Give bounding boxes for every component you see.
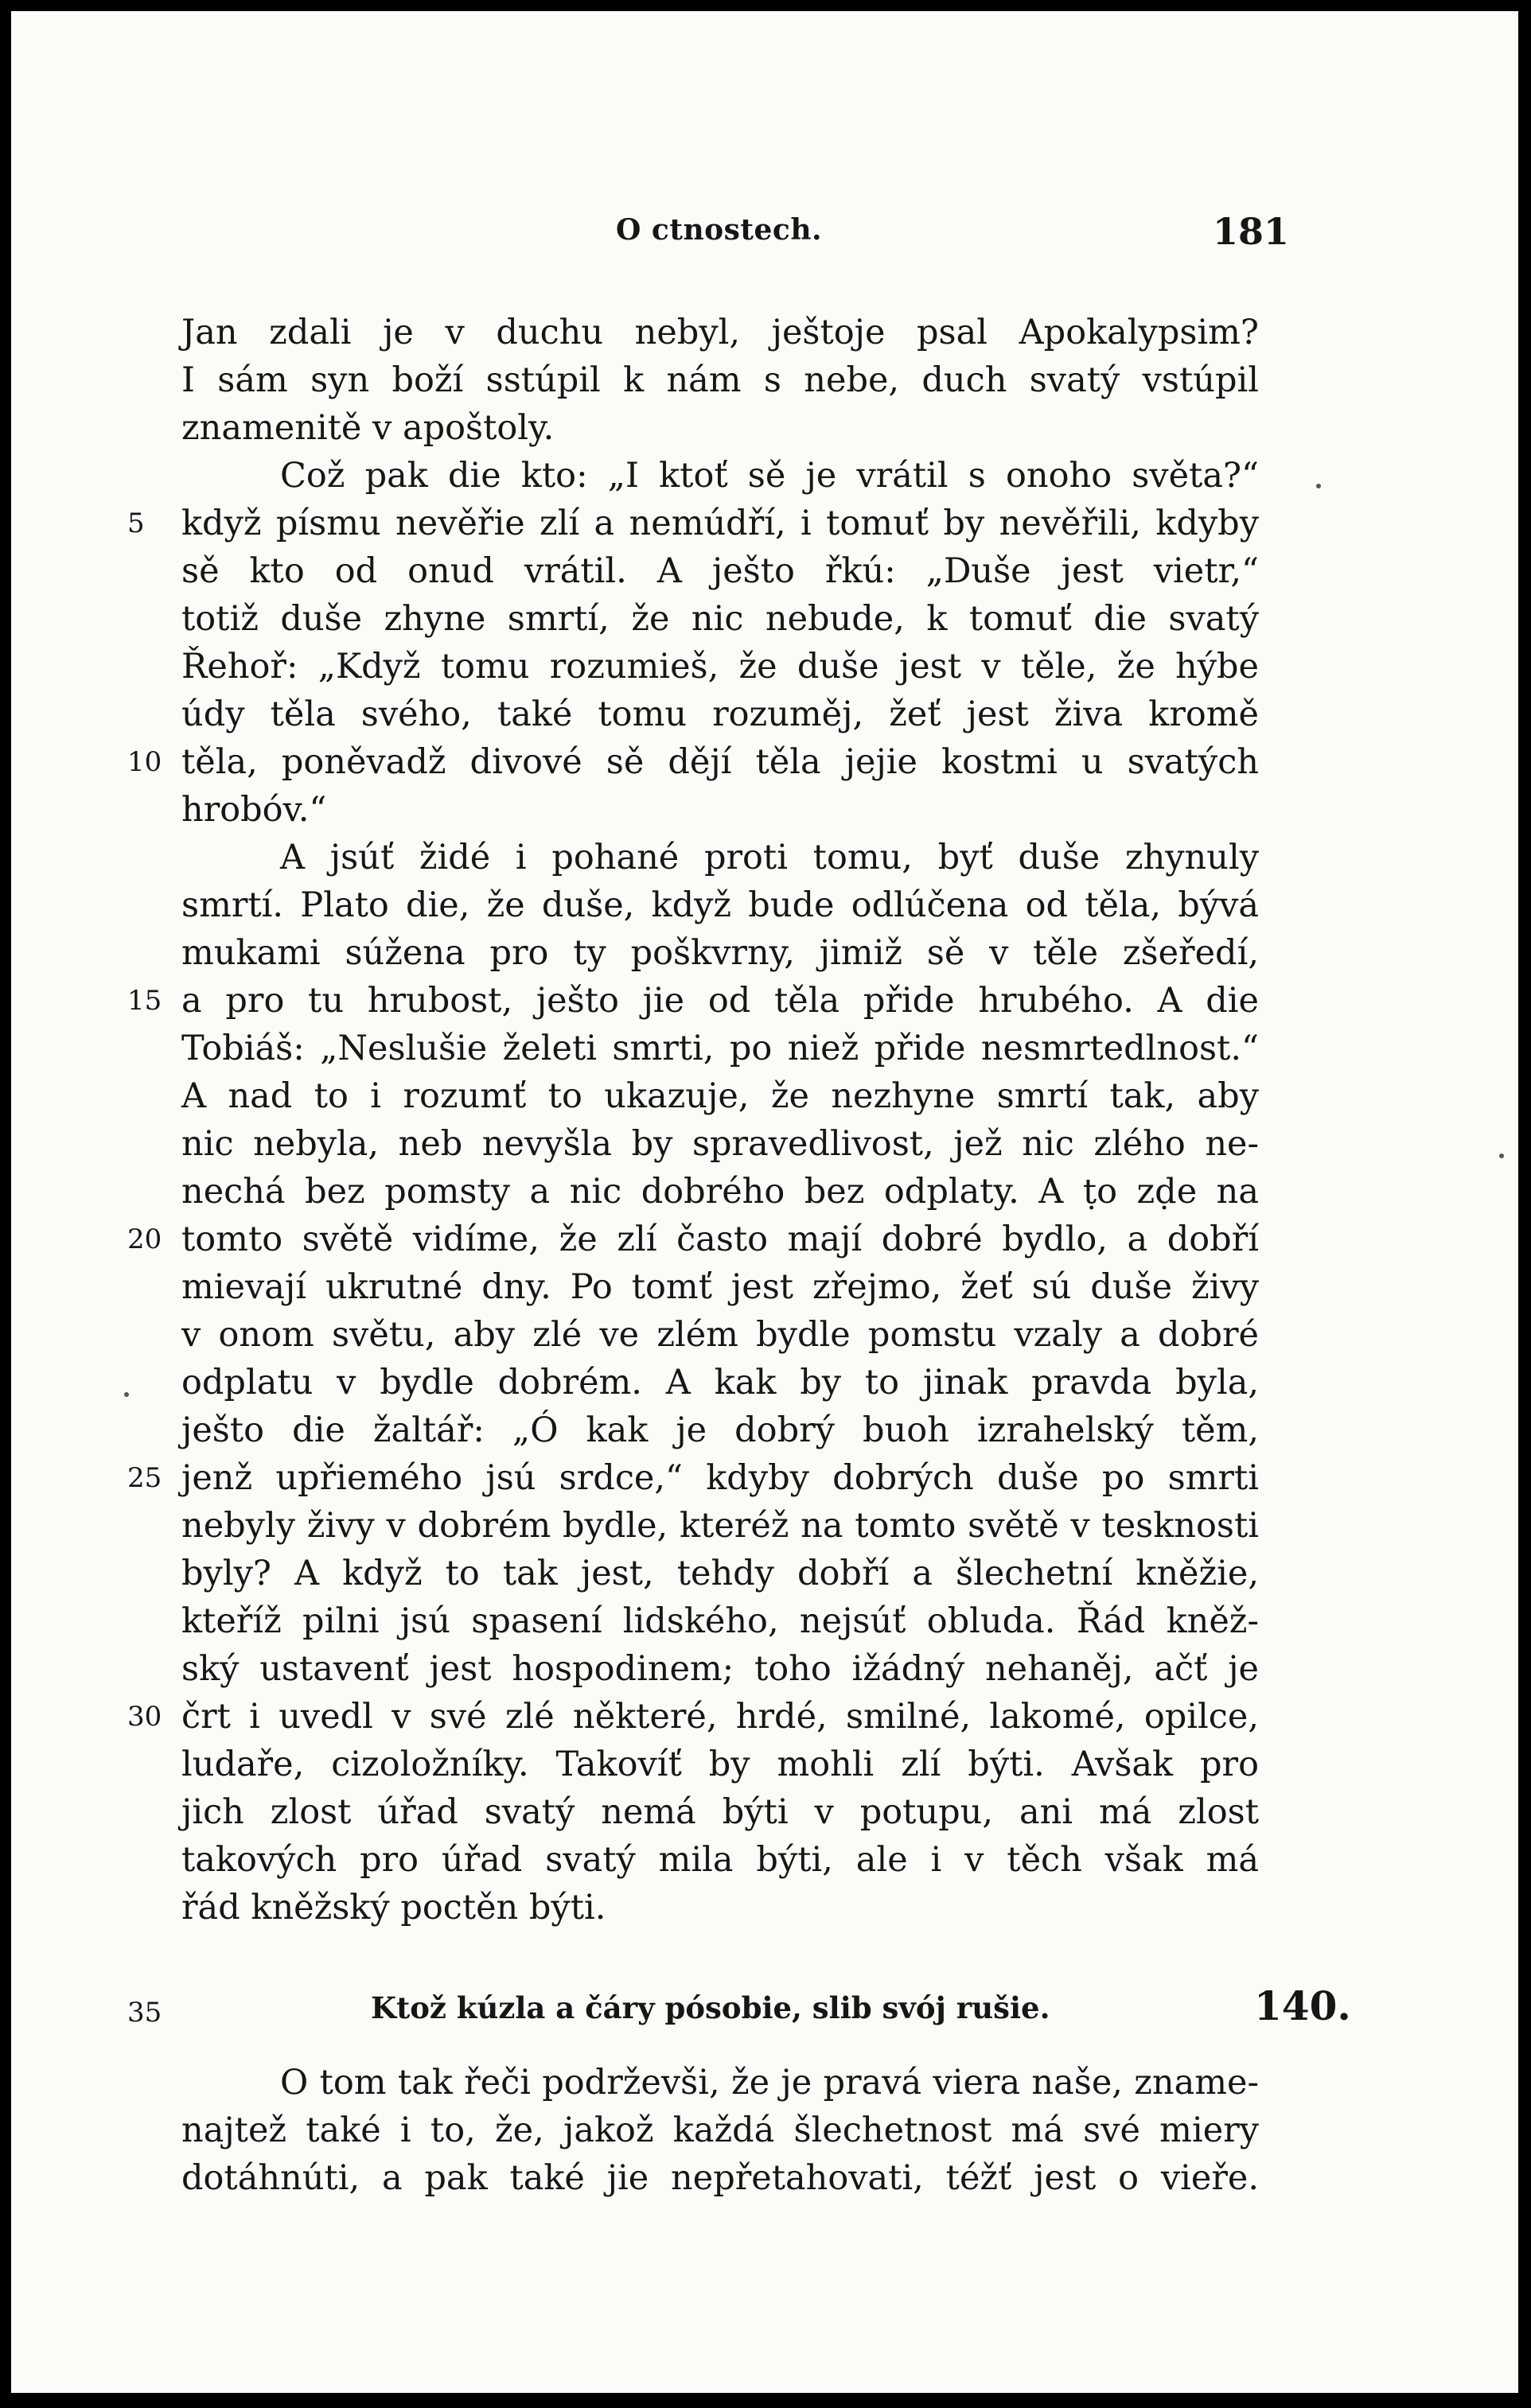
scan-speck — [1316, 484, 1321, 488]
line-number: 25 — [127, 1462, 162, 1494]
line-number: 10 — [127, 746, 162, 778]
text-line: Jan zdali je v duchu nebyl, ještoje psal Apokalypsim? — [181, 313, 1259, 352]
line-number: 35 — [127, 1997, 162, 2029]
text-line: údy těla svého, také tomu rozuměj, žeť jest živa kromě — [181, 694, 1259, 734]
text-line: řád kněžský poctěn býti. — [181, 1888, 606, 1928]
section-number: 140. — [1254, 1982, 1351, 2029]
text-line: nebyly živy v dobrém bydle, kteréž na tomto světě v tesknosti — [181, 1506, 1259, 1546]
scan-speck — [1499, 1153, 1504, 1158]
text-line: a pro tu hrubost, ješto jie od těla přide hrubého. A die — [181, 981, 1259, 1021]
text-line: těla, poněvadž divové sě dějí těla jejie kostmi u svatých — [181, 742, 1259, 782]
text-line: Řehoř: „Když tomu rozumieš, že duše jest v těle, že hýbe — [181, 647, 1259, 687]
line-number: 15 — [127, 985, 162, 1017]
section-heading: Ktož kúzla a čáry pósobie, slib svój rušie. — [371, 1990, 1050, 2025]
text-line: znamenitě v apoštoly. — [181, 408, 555, 448]
text-line: O tom tak řeči podrževši, že je pravá viera naše, zname- — [280, 2063, 1259, 2103]
text-line: I sám syn boží sstúpil k nám s nebe, duch svatý vstúpil — [181, 360, 1259, 400]
text-line: Což pak die kto: „I ktoť sě je vrátil s onoho světa?“ — [280, 456, 1259, 496]
text-line: jich zlost úřad svatý nemá býti v potupu, ani má zlost — [181, 1792, 1259, 1832]
text-line: v onom světu, aby zlé ve zlém bydle pomstu vzaly a dobré — [181, 1315, 1259, 1355]
scan-speck — [124, 1392, 129, 1397]
text-line: kteříž pilni jsú spasení lidského, nejsúť obluda. Řád kněž- — [181, 1601, 1259, 1641]
page-number: 181 — [1213, 210, 1290, 253]
text-line: mukami súžena pro ty poškvrny, jimiž sě v těle zšeředí, — [181, 933, 1259, 973]
text-line: ludaře, cizoložníky. Takovíť by mohli zlí býti. Avšak pro — [181, 1745, 1259, 1784]
text-line: totiž duše zhyne smrtí, že nic nebude, k tomuť die svatý — [181, 599, 1259, 639]
text-line: tomto světě vidíme, že zlí často mají dobré bydlo, a dobří — [181, 1220, 1259, 1259]
line-number: 5 — [127, 508, 145, 539]
line-number: 20 — [127, 1223, 162, 1255]
text-line: Tobiáš: „Neslušie želeti smrti, po niež přide nesmrtedlnost.“ — [181, 1029, 1259, 1068]
text-line: dotáhnúti, a pak také jie nepřetahovati, téžť jest o vieře. — [181, 2158, 1259, 2198]
text-line: mievají ukrutné dny. Po tomť jest zřejmo, žeť sú duše živy — [181, 1267, 1259, 1307]
text-line: hrobóv.“ — [181, 790, 327, 830]
text-line: jenž upřiemého jsú srdce,“ kdyby dobrých duše po smrti — [181, 1458, 1259, 1498]
text-line: najtež také i to, že, jakož každá šlechetnost má své miery — [181, 2110, 1259, 2150]
text-line: byly? A když to tak jest, tehdy dobří a šlechetní kněžie, — [181, 1554, 1259, 1593]
line-number: 30 — [127, 1701, 162, 1733]
text-line: smrtí. Plato die, že duše, když bude odlúčena od těla, bývá — [181, 885, 1259, 925]
text-line: takových pro úřad svatý mila býti, ale i v těch však má — [181, 1840, 1259, 1880]
text-line: odplatu v bydle dobrém. A kak by to jinak pravda byla, — [181, 1363, 1259, 1402]
text-line: črt i uvedl v své zlé některé, hrdé, smilné, lakomé, opilce, — [181, 1697, 1259, 1737]
book-page — [11, 11, 1518, 2393]
text-line: nechá bez pomsty a nic dobrého bez odplaty. A ṭo zḍe na — [181, 1172, 1259, 1212]
text-line: ješto die žaltář: „Ó kak je dobrý buoh izrahelský těm, — [181, 1410, 1259, 1450]
text-line: A jsúť židé i pohané proti tomu, byť duše zhynuly — [280, 838, 1259, 877]
text-line: sě kto od onud vrátil. A ješto řkú: „Duše jest vietr,“ — [181, 551, 1259, 591]
text-line: A nad to i rozumť to ukazuje, že nezhyne smrtí tak, aby — [181, 1076, 1259, 1116]
text-line: ský ustavenť jest hospodinem; toho ižádný nehaněj, ačť je — [181, 1649, 1259, 1689]
text-line: nic nebyla, neb nevyšla by spravedlivost, jež nic zlého ne- — [181, 1124, 1259, 1164]
text-line: když písmu nevěřie zlí a nemúdří, i tomuť by nevěřili, kdyby — [181, 504, 1259, 543]
running-title: O ctnostech. — [616, 213, 823, 247]
